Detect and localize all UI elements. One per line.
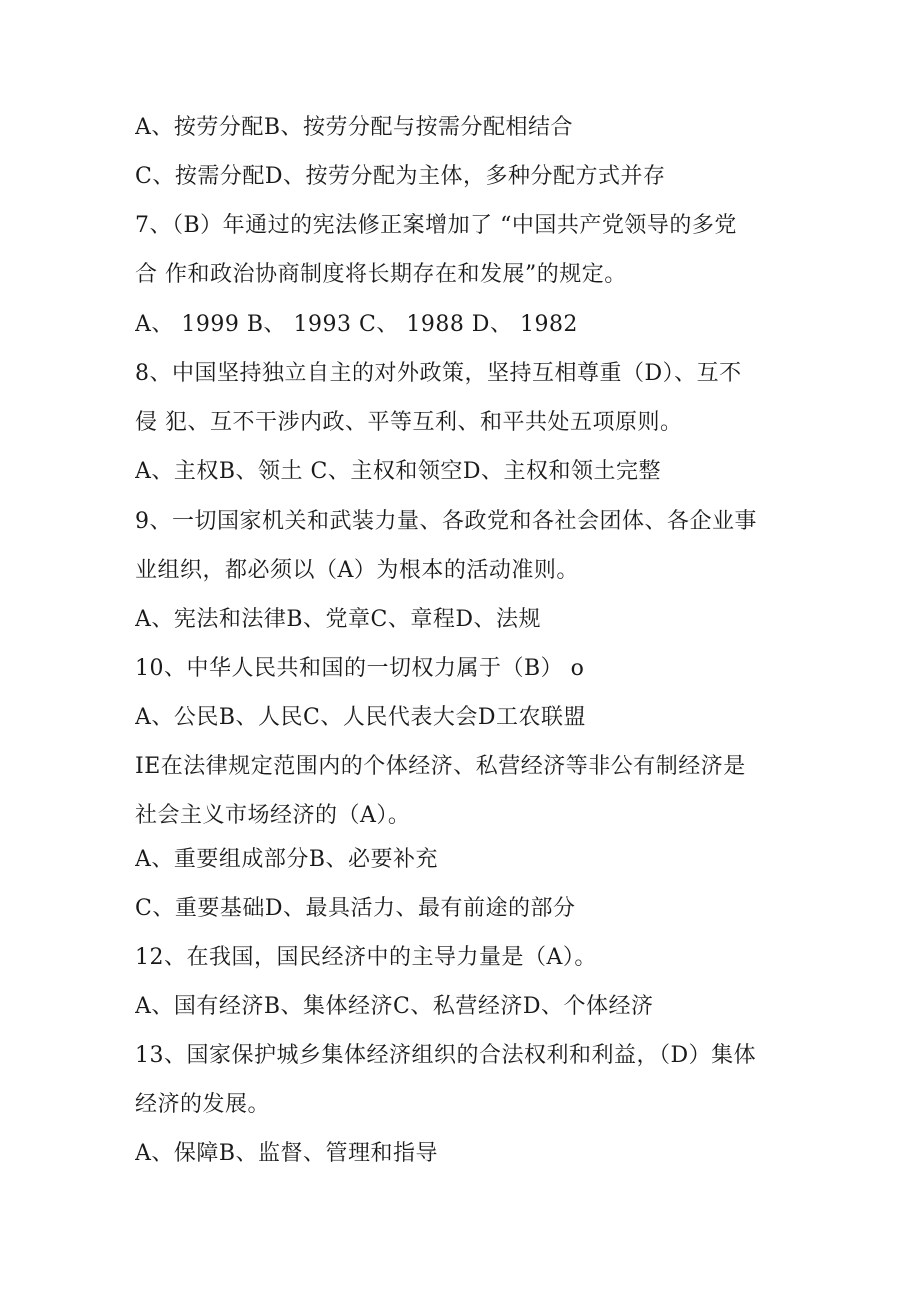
text-line-q11-question-cont: 社会主义市场经济的（A）。 <box>135 803 411 828</box>
text-line-q10-question: 10、中华人民共和国的一切权力属于（B） o <box>135 656 585 681</box>
text-line-q6-options-cd: C、按需分配D、按劳分配为主体，多种分配方式并存 <box>135 164 666 189</box>
text-line-q8-question: 8、中国坚持独立自主的对外政策，坚持互相尊重（D）、互不 <box>135 361 742 386</box>
text-line-q13-options: A、保障B、监督、管理和指导 <box>135 1141 439 1166</box>
text-line-q8-options: A、主权B、领土 C、主权和领空D、主权和领土完整 <box>135 459 662 484</box>
text-line-q8-question-cont: 侵 犯、互不干涉内政、平等互利、和平共处五项原则。 <box>135 410 683 435</box>
text-line-q11-options-cd: C、重要基础D、最具活力、最有前途的部分 <box>135 896 576 921</box>
text-line-q12-question: 12、在我国，国民经济中的主导力量是（A）。 <box>135 945 597 970</box>
text-line-q7-question: 7、（B）年通过的宪法修正案增加了 “中国共产党领导的多党 <box>135 213 737 238</box>
text-line-q12-options: A、国有经济B、集体经济C、私营经济D、个体经济 <box>135 994 654 1019</box>
text-line-q9-options: A、宪法和法律B、党章C、章程D、法规 <box>135 607 542 632</box>
text-line-q6-options-ab: A、按劳分配B、按劳分配与按需分配相结合 <box>135 115 574 140</box>
text-line-q11-question: IE在法律规定范围内的个体经济、私营经济等非公有制经济是 <box>135 754 746 779</box>
text-line-q13-question-cont: 经济的发展。 <box>135 1092 271 1117</box>
text-line-q13-question: 13、国家保护城乡集体经济组织的合法权利和利益，（D）集体 <box>135 1043 757 1068</box>
text-line-q7-question-cont: 合 作和政治协商制度将长期存在和发展”的规定。 <box>135 262 627 287</box>
text-line-q10-options: A、公民B、人民C、人民代表大会D工农联盟 <box>135 705 587 730</box>
text-line-q9-question-cont: 业组织，都必须以（A）为根本的活动准则。 <box>135 558 579 583</box>
text-line-q11-options-ab: A、重要组成部分B、必要补充 <box>135 847 439 872</box>
text-line-q9-question: 9、一切国家机关和武装力量、各政党和各社会团体、各企业事 <box>135 509 757 534</box>
text-line-q7-options: A、 1999 B、 1993 C、 1988 D、 1982 <box>135 312 578 337</box>
